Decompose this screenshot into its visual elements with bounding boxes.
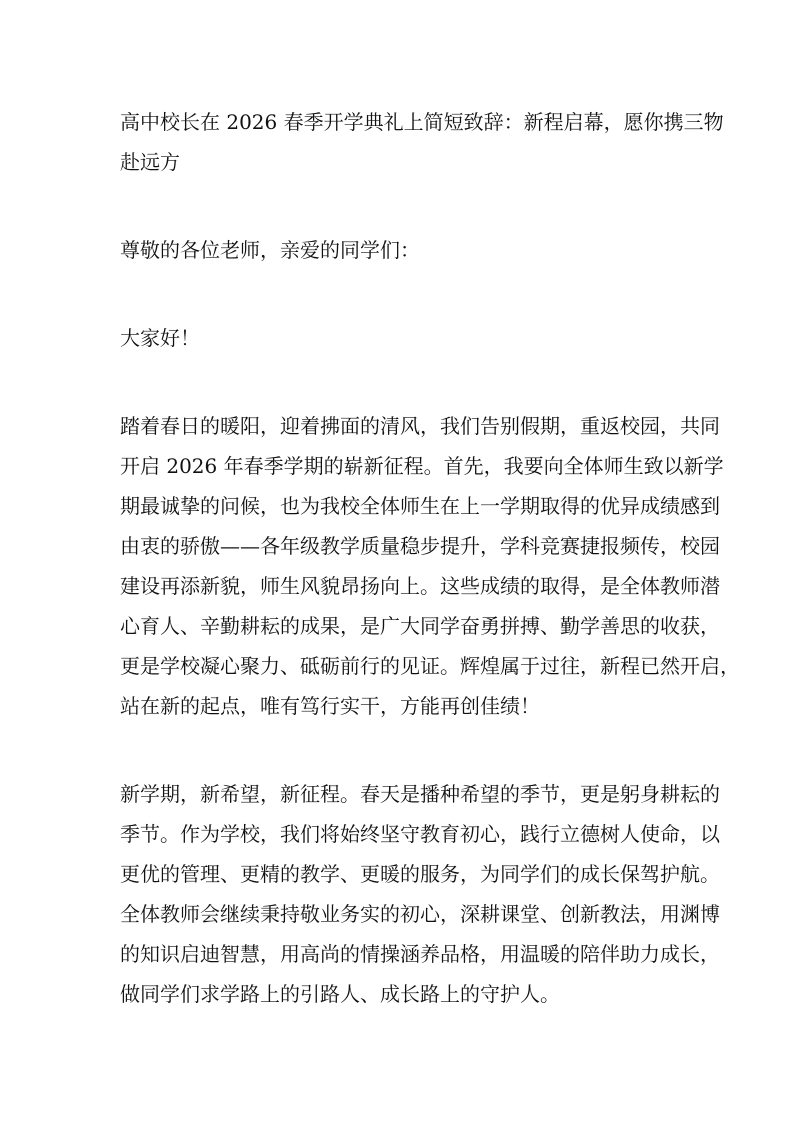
paragraph-line: 开启 2026 年春季学期的崭新征程。首先，我要向全体师生致以新学 bbox=[120, 454, 724, 478]
greeting-text: 大家好！ bbox=[120, 326, 200, 350]
paragraph-line: 期最诚挚的问候，也为我校全体师生在上一学期取得的优异成绩感到 bbox=[120, 494, 720, 518]
document-title bbox=[120, 102, 724, 182]
title-line: 赴远方 bbox=[120, 150, 180, 174]
paragraph-line: 新学期，新希望，新征程。春天是播种希望的季节，更是躬身耕耘的 bbox=[120, 782, 720, 806]
spacer bbox=[120, 182, 674, 230]
paragraph-line: 的知识启迪智慧，用高尚的情操涵养品格，用温暖的陪伴助力成长， bbox=[120, 942, 720, 966]
paragraph-line: 建设再添新貌，师生风貌昂扬向上。这些成绩的取得，是全体教师潜 bbox=[120, 574, 720, 598]
title-line: 高中校长在 2026 春季开学典礼上简短致辞：新程启幕，愿你携三物 bbox=[120, 110, 724, 134]
paragraph-line: 心育人、辛勤耕耘的成果，是广大同学奋勇拼搏、勤学善思的收获， bbox=[120, 614, 720, 638]
body-paragraph-1 bbox=[120, 406, 740, 726]
paragraph-line: 踏着春日的暖阳，迎着拂面的清风，我们告别假期，重返校园，共同 bbox=[120, 414, 720, 438]
paragraph-line: 季节。作为学校，我们将始终坚守教育初心，践行立德树人使命，以 bbox=[120, 822, 720, 846]
body-paragraph-2 bbox=[120, 774, 720, 1014]
paragraph-line: 做同学们求学路上的引路人、成长路上的守护人。 bbox=[120, 982, 560, 1006]
paragraph-line: 全体教师会继续秉持敬业务实的初心，深耕课堂、创新教法，用渊博 bbox=[120, 902, 720, 926]
salutation-text: 尊敬的各位老师，亲爱的同学们： bbox=[120, 238, 420, 262]
paragraph-line: 更是学校凝心聚力、砥砺前行的见证。辉煌属于过往，新程已然开启， bbox=[120, 654, 740, 678]
salutation bbox=[120, 230, 674, 270]
paragraph-line: 由衷的骄傲——各年级教学质量稳步提升，学科竞赛捷报频传，校园 bbox=[120, 534, 720, 558]
spacer bbox=[120, 270, 674, 318]
paragraph-line: 更优的管理、更精的教学、更暖的服务，为同学们的成长保驾护航。 bbox=[120, 862, 720, 886]
paragraph-line: 站在新的起点，唯有笃行实干，方能再创佳绩！ bbox=[120, 694, 540, 718]
document-page bbox=[120, 102, 740, 1014]
greeting bbox=[120, 318, 674, 358]
spacer bbox=[120, 726, 674, 774]
spacer bbox=[120, 358, 674, 406]
